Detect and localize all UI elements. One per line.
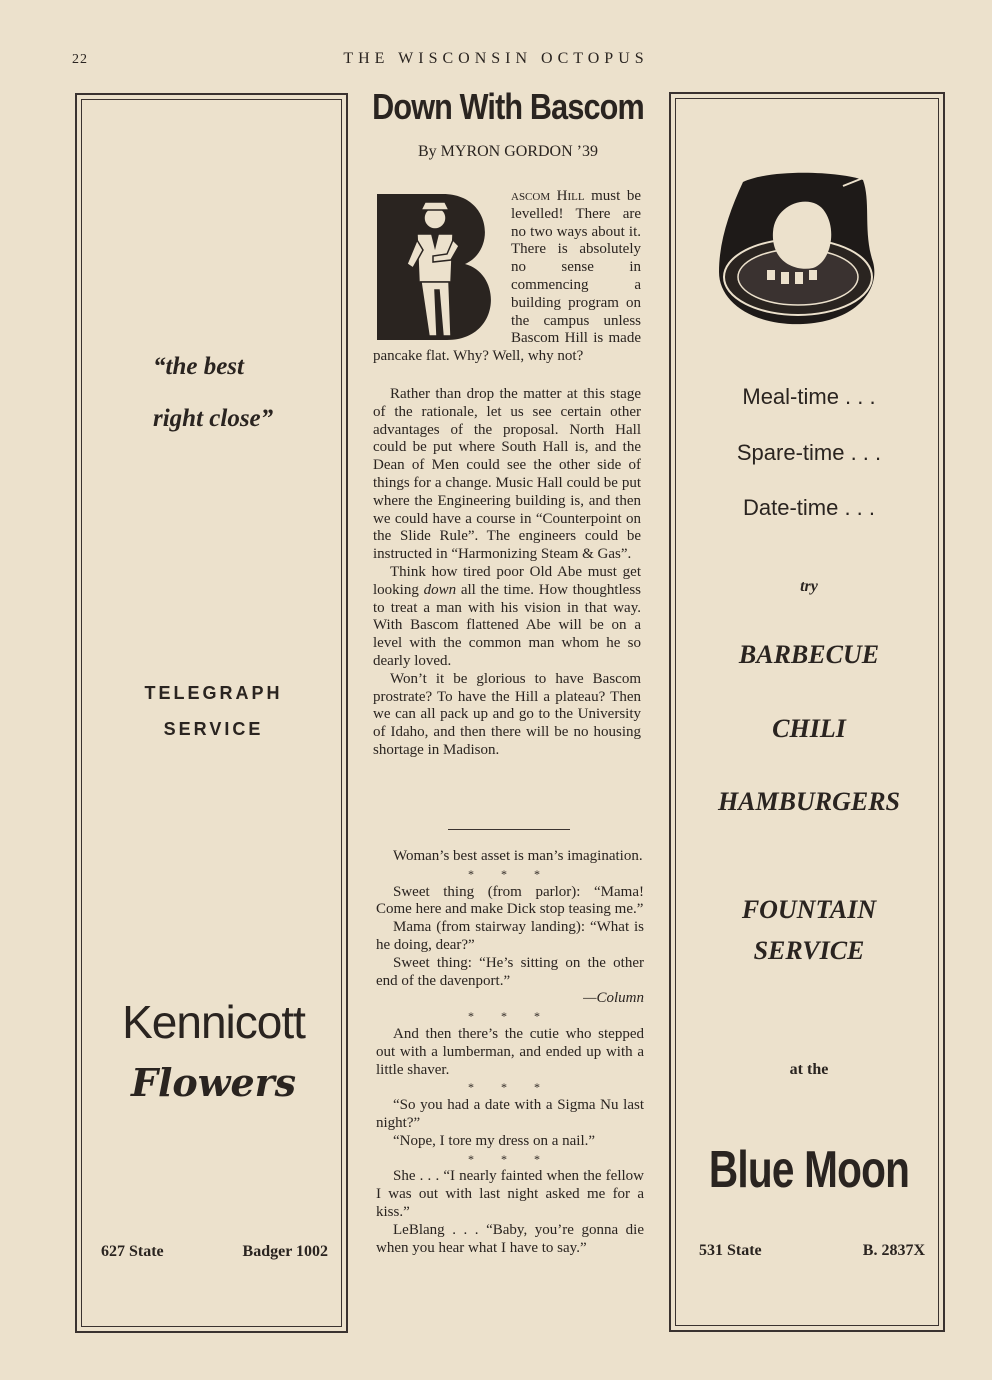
- article-byline: By MYRON GORDON ’39: [417, 143, 598, 160]
- spare-time-line: Spare-time . . .: [736, 440, 882, 465]
- date-time-line: Date-time . . .: [742, 495, 876, 520]
- kennicott-name: Kennicott: [122, 996, 305, 1048]
- star-separator: * * *: [468, 1151, 552, 1166]
- article-paragraph: Rather than drop the matter at this stage of the rationale, let us see certain other advantages of the proposal. North Hall could be put where South Hall is, and the Dean of Men could see the other side of things for a change. Music Hall could be put where the Engineering building is, and then we could have a course in “Counterpoint on the Slide Rule”. The engineers could be instructed in “Harmonizing Steam & Gas”.: [373, 386, 641, 563]
- at-the-label: at the: [789, 1061, 829, 1078]
- article-divider: [448, 829, 570, 830]
- drop-cap-b-icon: [373, 190, 501, 342]
- article-paragraph: Think how tired poor Old Abe must get looking down all the time. How thoughtless to treat a man with his vision in that way. With Bascom flattened Abe will be on a level with the common man whom he so dearly loved.: [373, 563, 641, 669]
- right-ad-address: 531 State: [699, 1242, 762, 1259]
- joke-line: Sweet thing (from parlor): “Mama! Come here and make Dick stop teasing me.”: [376, 883, 644, 918]
- joke-line: Mama (from stairway landing): “What is he doing, dear?”: [376, 919, 644, 953]
- barbecue-plate-icon: [713, 172, 883, 327]
- blue-moon-name: Blue Moon: [708, 1141, 910, 1199]
- menu-fountain: FOUNTAIN: [741, 895, 877, 924]
- blue-moon-ad: [669, 92, 945, 1332]
- telegraph-service: [77, 675, 350, 747]
- joke: Woman’s best asset is man’s imagination.: [393, 848, 643, 864]
- menu-hamburgers: HAMBURGERS: [717, 787, 901, 816]
- intro-text: must be levelled! There are no two ways about it. There is absolutely no sense in commencing a building program on the campus unless Bascom Hill is made pancake flat. Why? Well, why not?: [373, 188, 641, 365]
- joke-attribution: —Column: [583, 990, 644, 1007]
- joke-line: “So you had a date with a Sigma Nu last night?”: [376, 1097, 644, 1131]
- article-title: Down With Bascom: [372, 86, 644, 127]
- telegraph-line1: TELEGRAPH: [144, 683, 283, 703]
- joke-line: Sweet thing: “He’s sitting on the other end of the davenport.”: [376, 954, 644, 989]
- star-separator: * * *: [468, 1009, 552, 1024]
- left-ad-address: 627 State: [101, 1243, 164, 1260]
- left-ad-phone: Badger 1002: [242, 1243, 328, 1260]
- star-separator: * * *: [468, 1080, 552, 1095]
- star-separator: * * *: [468, 866, 552, 881]
- joke-line: She . . . “I nearly fainted when the fellow I was out with last night asked me for a kiss.”: [376, 1168, 644, 1220]
- drop-cap-illustration: [373, 190, 501, 342]
- telegraph-line2: SERVICE: [163, 719, 264, 739]
- article-paragraph: Won’t it be glorious to have Bascom prostrate? To have the Hill a plateau? Then we can all pack up and go to the University of Idaho, and then there will be no housing shortage in Madison.: [373, 670, 641, 758]
- flowers-script: Flowers: [130, 1060, 297, 1105]
- jokes-column: [376, 848, 644, 1257]
- joke-line: “Nope, I tore my dress on a nail.”: [393, 1132, 596, 1149]
- kennicott-flowers-ad: [75, 93, 348, 1333]
- article-paragraphs: [373, 386, 641, 760]
- menu-chili: CHILI: [772, 714, 846, 743]
- ad-slogan-line2: right close”: [153, 405, 274, 432]
- joke: And then there’s the cutie who stepped out with a lumberman, and ended up with a little shaver.: [376, 1025, 644, 1078]
- menu-service: SERVICE: [753, 936, 865, 965]
- try-label: try: [800, 578, 818, 595]
- intro-smallcaps: ascom Hill: [511, 188, 585, 204]
- food-plate-illustration: [713, 172, 883, 332]
- running-head: THE WISCONSIN OCTOPUS: [343, 50, 649, 67]
- page-number: 22: [72, 52, 88, 67]
- ad-slogan-line1: “the best: [153, 353, 244, 380]
- meal-time-line: Meal-time . . .: [742, 384, 876, 409]
- menu-barbecue: BARBECUE: [738, 640, 880, 669]
- article-body: [373, 188, 641, 366]
- right-ad-phone: B. 2837X: [862, 1242, 925, 1259]
- joke-line: LeBlang . . . “Baby, you’re gonna die when you hear what I have to say.”: [376, 1221, 644, 1256]
